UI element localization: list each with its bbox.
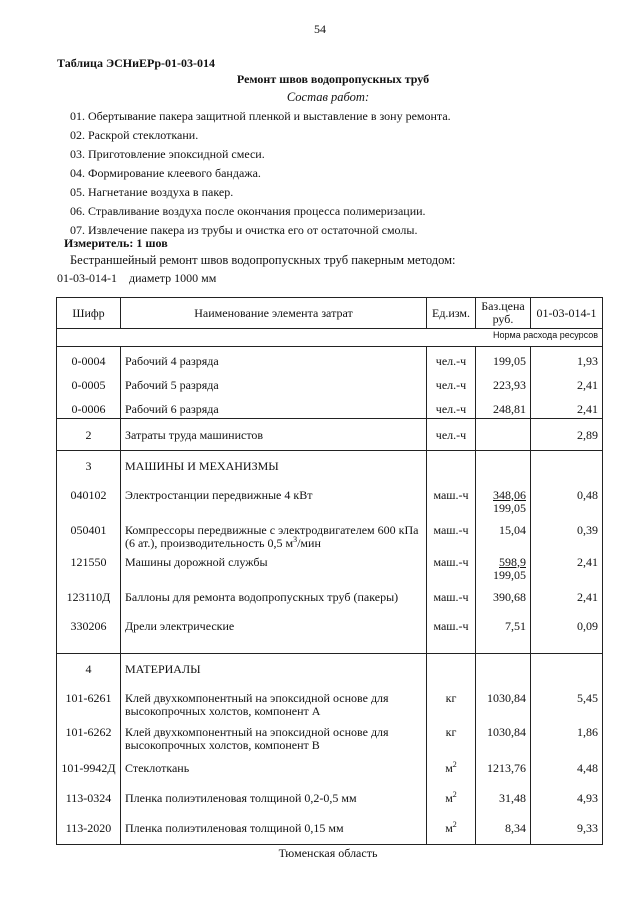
resource-code: 2 [57,419,121,451]
name-tail: /мин [297,535,321,550]
footer-region: Тюменская область [278,846,378,860]
resource-name-text: Затраты труда машинистов [125,428,264,442]
resource-name-text: Пленка полиэтиленовая толщиной 0,15 мм [125,820,344,835]
page-number: 54 [314,22,326,36]
empty-cell [476,451,531,481]
resource-name-text: Машины дорожной службы [125,554,268,569]
table-body [57,329,603,845]
composition-label: Состав работ: [286,90,370,104]
table-row [57,752,603,782]
meter-label: Измеритель: 1 шов [64,236,168,250]
resource-unit [427,419,476,451]
resource-norm: 0,09 [531,612,603,654]
price-value: 1030,84 [487,690,526,705]
table-row [57,582,603,612]
resource-name [121,419,427,451]
table-row [57,419,603,451]
header-code: Шифр [57,298,121,329]
resource-unit [427,515,476,550]
price-secondary: 199,05 [493,500,526,515]
price-secondary: 199,05 [493,567,526,582]
resource-name [121,752,427,782]
price-value: 15,04 [499,522,526,537]
resource-name-text: Стеклоткань [125,760,190,775]
resource-code: 0-0006 [57,395,121,419]
empty-cell [476,654,531,684]
norm-label-row [57,329,603,347]
section-title: МАШИНЫ И МЕХАНИЗМЫ [121,451,427,481]
resource-code: 0-0004 [57,347,121,371]
resource-name [121,718,427,752]
resource-name [121,684,427,718]
section-row [57,654,603,684]
table-row [57,612,603,654]
resource-name-text: Дрели электрические [125,618,235,633]
resource-name-text: Клей двухкомпонентный на эпоксидной основе для высокопрочных холстов, компонент А [125,690,389,718]
resource-norm: 1,93 [531,347,603,371]
resource-code: 121550 [57,550,121,582]
resource-unit [427,718,476,752]
name-superscript: 3 [293,534,298,544]
section-row [57,451,603,481]
work-code: 01-03-014-1 [57,271,117,285]
resource-price [476,419,531,451]
resource-norm: 2,41 [531,395,603,419]
price-value: 390,68 [493,589,526,604]
work-list [70,107,451,240]
unit-text: м [445,820,453,835]
unit-text: чел.-ч [435,428,467,442]
resource-name [121,582,427,612]
resource-name-text: Компрессоры передвижные с электродвигателем 600 кПа (6 ат.), производительность 0,5 м [125,522,419,550]
resource-unit [427,371,476,395]
work-item: 04. Формирование клеевого бандажа. [70,166,261,180]
empty-cell [531,451,603,481]
resource-price [476,481,531,515]
empty-cell [531,654,603,684]
empty-cell [427,451,476,481]
header-unit: Ед.изм. [427,298,476,329]
resource-code: 0-0005 [57,371,121,395]
resource-name-text: Рабочий 4 разряда [125,354,219,368]
unit-text: маш.-ч [433,618,469,633]
resource-name [121,612,427,654]
resource-name-text: Рабочий 5 разряда [125,377,219,392]
resource-name [121,550,427,582]
resource-code: 101-6262 [57,718,121,752]
unit-text: маш.-ч [433,589,469,604]
price-value: 598,9 [499,554,526,569]
resource-code: 101-6261 [57,684,121,718]
header-norm: 01-03-014-1 [531,298,603,329]
norm-label: Норма расхода ресурсов [57,329,603,347]
work-item: 06. Стравливание воздуха после окончания процесса полимеризации. [70,204,426,218]
table-header-row [57,298,603,329]
resource-name-text: Электростанции передвижные 4 кВт [125,487,313,502]
resource-unit [427,481,476,515]
resource-norm: 2,41 [531,550,603,582]
table-id: Таблица ЭСНиЕРр-01-03-014 [57,56,216,70]
resource-name [121,347,427,371]
resource-name-text: Баллоны для ремонта водопропускных труб (пакеры) [125,589,399,604]
price-value: 1213,76 [487,760,526,775]
unit-text: чел.-ч [435,354,467,368]
resource-code: 050401 [57,515,121,550]
price-value: 248,81 [493,401,526,416]
resource-price [476,515,531,550]
unit-text: чел.-ч [435,377,467,392]
unit-text: маш.-ч [433,522,469,537]
unit-superscript: 2 [452,789,457,799]
resource-price [476,550,531,582]
work-item: 07. Извлечение пакера из трубы и очистка его от остаточной смолы. [70,223,418,237]
unit-text: маш.-ч [433,487,469,502]
resource-unit [427,782,476,812]
price-value: 31,48 [499,790,526,805]
resource-unit [427,582,476,612]
resource-price [476,347,531,371]
header-price: Баз.цена руб. [476,298,531,329]
resource-name [121,812,427,845]
table-row [57,395,603,419]
resource-unit [427,395,476,419]
resource-norm: 0,39 [531,515,603,550]
table-row [57,550,603,582]
resource-price [476,582,531,612]
resource-name [121,782,427,812]
resource-unit [427,550,476,582]
work-item: 02. Раскрой стеклоткани. [70,128,199,142]
resource-price [476,612,531,654]
work-item: 03. Приготовление эпоксидной смеси. [70,147,265,161]
resource-name [121,395,427,419]
resource-price [476,684,531,718]
resource-name-text: Клей двухкомпонентный на эпоксидной основе для высокопрочных холстов, компонент В [125,724,389,752]
resource-price [476,752,531,782]
resource-code: 101-9942Д [57,752,121,782]
resource-unit [427,812,476,845]
resource-unit [427,752,476,782]
code-line [57,271,216,286]
resource-norm: 4,93 [531,782,603,812]
resource-name [121,481,427,515]
unit-superscript: 2 [452,819,457,829]
resource-name [121,371,427,395]
resource-code: 113-2020 [57,812,121,845]
work-item: 05. Нагнетание воздуха в пакер. [70,185,234,199]
resource-price [476,782,531,812]
resource-price [476,812,531,845]
unit-text: маш.-ч [433,554,469,569]
header-name: Наименование элемента затрат [121,298,427,329]
work-code-text: диаметр 1000 мм [129,271,217,285]
resource-price [476,395,531,419]
unit-text: чел.-ч [435,401,467,416]
table-row [57,782,603,812]
resource-unit [427,612,476,654]
resource-code: 123110Д [57,582,121,612]
table-row [57,347,603,371]
table-row [57,515,603,550]
resource-name [121,515,427,550]
resource-price [476,718,531,752]
work-item: 01. Обертывание пакера защитной пленкой и выставление в зону ремонта. [70,109,451,123]
document-heading: Ремонт швов водопропускных труб [236,72,430,86]
resource-norm: 4,48 [531,752,603,782]
resource-price [476,371,531,395]
resource-norm: 2,89 [531,419,603,451]
section-code: 3 [57,451,121,481]
price-value: 8,34 [505,820,526,835]
resource-norm: 2,41 [531,582,603,612]
resource-unit [427,347,476,371]
price-value: 223,93 [493,377,526,392]
resource-code: 330206 [57,612,121,654]
resource-norm: 2,41 [531,371,603,395]
table-row [57,684,603,718]
section-title: МАТЕРИАЛЫ [121,654,427,684]
price-value: 348,06 [493,487,526,502]
price-value: 7,51 [505,618,526,633]
work-description: Бестраншейный ремонт швов водопропускных труб пакерным методом: [70,253,456,267]
resource-code: 113-0324 [57,782,121,812]
unit-text: кг [445,690,457,705]
resource-name-text: Пленка полиэтиленовая толщиной 0,2-0,5 мм [125,790,357,805]
unit-superscript: 2 [452,759,457,769]
resource-norm: 9,33 [531,812,603,845]
table-row [57,481,603,515]
table-row [57,371,603,395]
resource-norm: 5,45 [531,684,603,718]
resource-code: 040102 [57,481,121,515]
resource-norm: 1,86 [531,718,603,752]
resource-table [56,297,603,845]
unit-text: м [445,790,453,805]
table-row [57,812,603,845]
resource-norm: 0,48 [531,481,603,515]
section-code: 4 [57,654,121,684]
price-value: 1030,84 [487,724,526,739]
unit-text: кг [445,724,457,739]
unit-text: м [445,760,453,775]
table-row [57,718,603,752]
price-value: 199,05 [493,354,526,368]
resource-name-text: Рабочий 6 разряда [125,401,219,416]
resource-unit [427,684,476,718]
empty-cell [427,654,476,684]
